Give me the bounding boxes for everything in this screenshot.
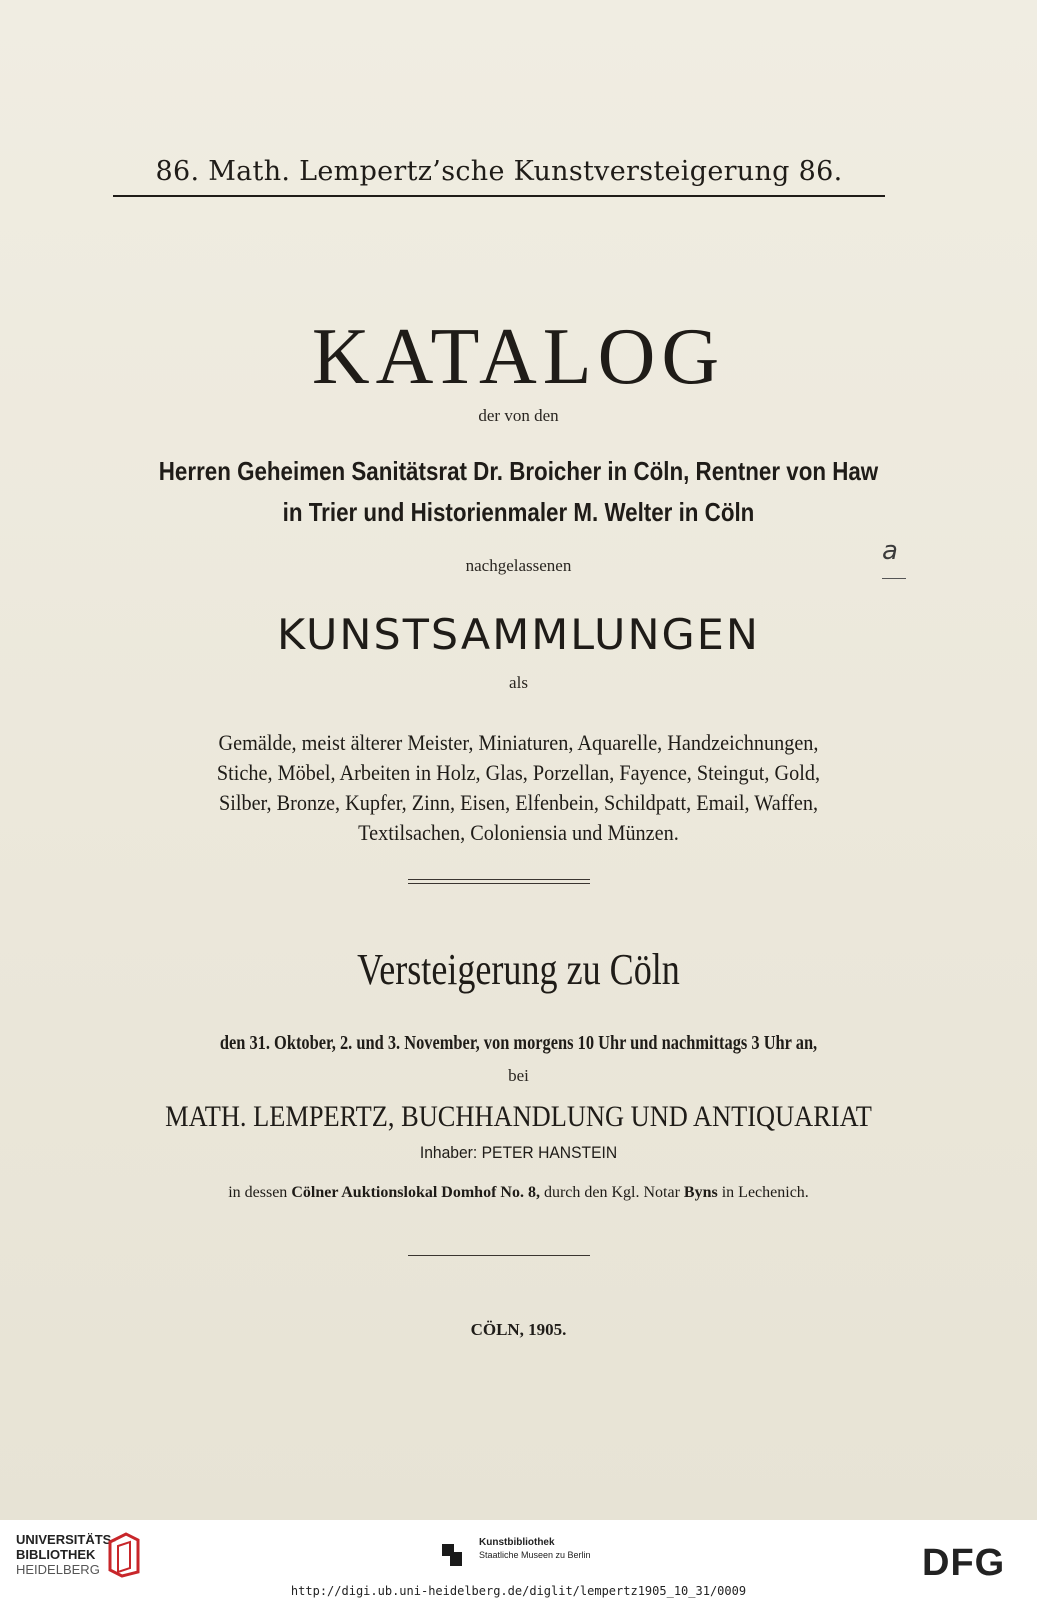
kunstbibliothek-label [479,1536,591,1561]
ub-line-1: UNIVERSITÄTS- [16,1532,116,1547]
items-line: Textilsachen, Coloniensia und Münzen. [358,820,679,845]
kunstbibliothek-logo-icon [440,1538,470,1568]
items-line: Stiche, Möbel, Arbeiten in Holz, Glas, Porzellan, Fayence, Steingut, Gold, [216,760,821,785]
header-rule [113,195,885,197]
auction-dates: den 31. Oktober, 2. und 3. November, von morgens 10 Uhr und nachmittags 3 Uhr an, [219,1032,818,1054]
kb-line-1: Kunstbibliothek [479,1537,555,1548]
firm-owner: Inhaber: PETER HANSTEIN [419,1143,618,1162]
items-line: Silber, Bronze, Kupfer, Zinn, Eisen, Elfenbein, Schildpatt, Email, Waffen, [218,790,819,815]
collections-title: KUNSTSAMMLUNGEN [276,610,760,659]
double-divider [408,879,590,884]
permalink-url[interactable]: http://digi.ub.uni-heidelberg.de/diglit/lempertz1905_10_31/0009 [290,1584,747,1598]
line-der-von-den: der von den [478,406,559,425]
location-notary: Byns [683,1184,718,1201]
ub-line-3: HEIDELBERG [16,1562,100,1577]
items-list [41,728,995,848]
single-divider [408,1255,590,1256]
footer-bar [0,1520,1037,1601]
auction-location [0,1184,1037,1202]
handwritten-annotation: a [882,536,898,566]
ub-heidelberg-label [16,1532,116,1577]
items-line: Gemälde, meist älterer Meister, Miniaturen, Aquarelle, Handzeichnungen, [218,730,819,755]
line-als: als [509,673,528,692]
owners-line-2: in Trier und Historienmaler M. Welter in Cöln [282,497,755,527]
kb-line-2: Staatliche Museen zu Berlin [479,1550,591,1560]
firm-name: MATH. LEMPERTZ, BUCHHANDLUNG UND ANTIQUARIAT [165,1100,872,1133]
header-title: 86. Math. Lempertz’sche Kunstversteigerung 86. [155,156,843,187]
owners-line-1: Herren Geheimen Sanitätsrat Dr. Broicher in Cöln, Rentner von Haw [158,456,879,486]
location-pre: in dessen [228,1184,288,1201]
annotation-dash [882,578,906,579]
ub-line-2: BIBLIOTHEK [16,1547,96,1562]
location-mid: durch den Kgl. Notar [543,1184,680,1201]
auction-heading: Versteigerung zu Cöln [357,945,680,994]
location-post: in Lechenich. [721,1184,809,1201]
location-venue: Cölner Auktionslokal Domhof No. 8, [291,1184,540,1201]
ub-logo-icon [106,1532,140,1578]
dfg-logo: DFG [922,1542,1006,1584]
catalog-title: KATALOG [311,313,726,401]
city-year: CÖLN, 1905. [470,1320,567,1339]
line-bei: bei [508,1066,529,1085]
line-nachgelassenen: nachgelassenen [465,556,572,575]
